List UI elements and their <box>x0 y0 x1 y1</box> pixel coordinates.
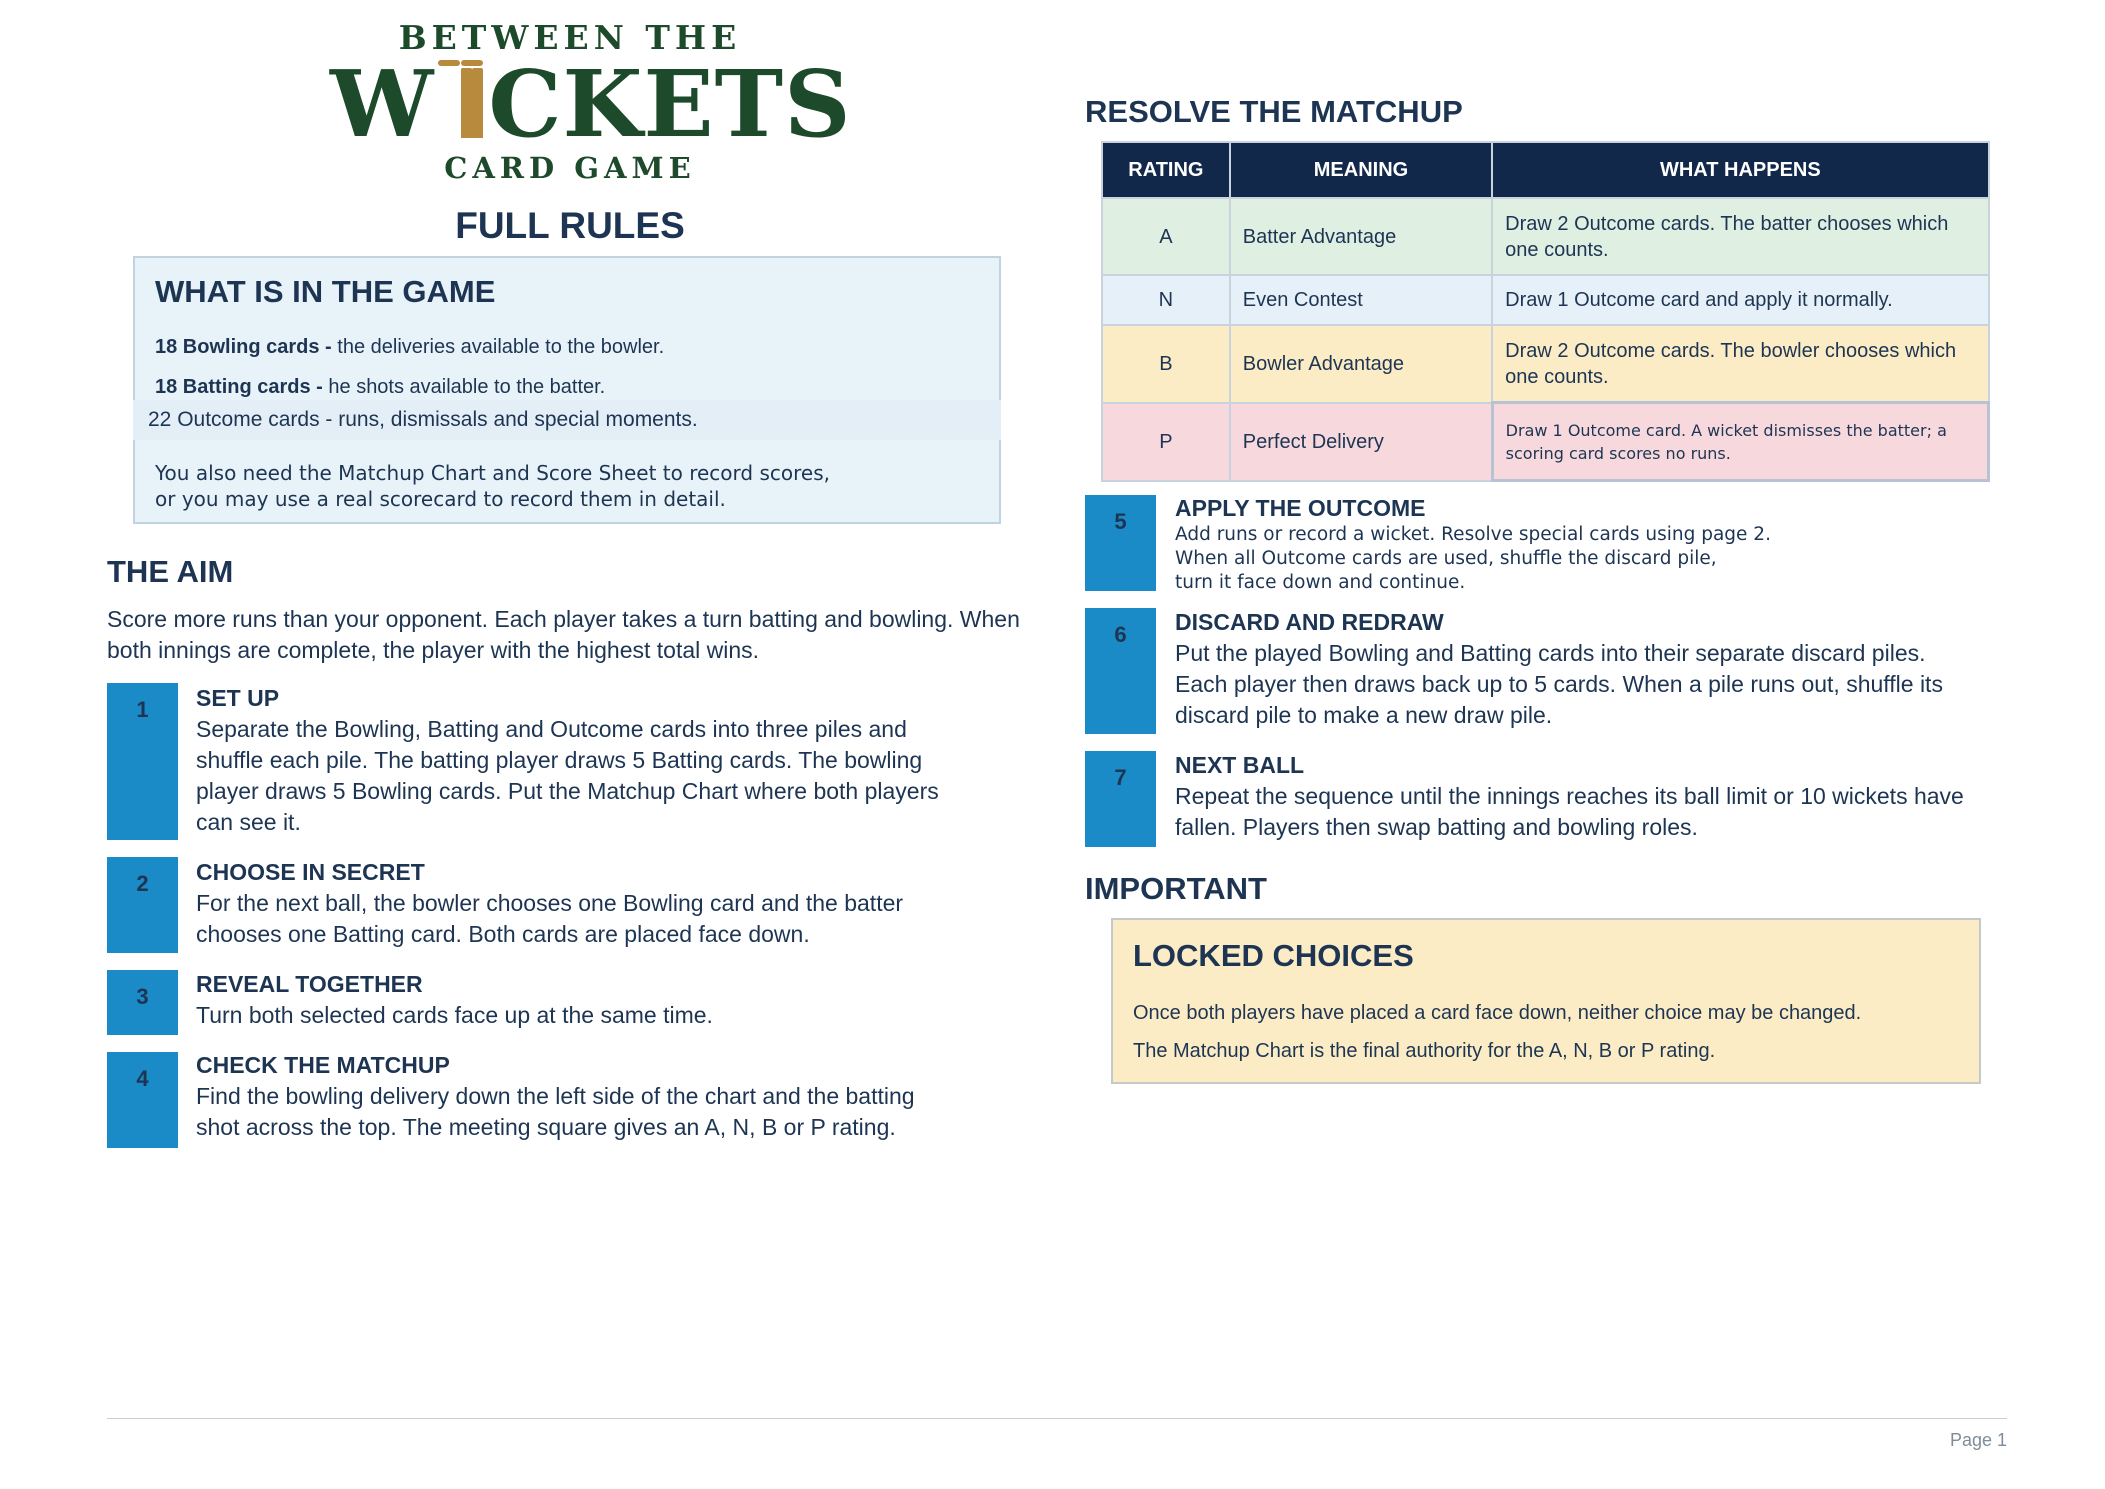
rating-cell: N <box>1102 275 1230 325</box>
bowling-cards-item <box>155 336 664 359</box>
table-row <box>1102 325 1989 403</box>
meaning-cell: Perfect Delivery <box>1230 403 1492 481</box>
locked-choices-line-2: The Matchup Chart is the final authority for the A, N, B or P rating. <box>1133 1040 1716 1062</box>
page-number: Page 1 <box>1949 1430 2007 1450</box>
aim-text: Score more runs than your opponent. Each player takes a turn batting and bowling. When both innings are complete, the player with the highest total wins. <box>107 606 1020 663</box>
step-title: CHOOSE IN SECRET <box>196 859 425 885</box>
footer-divider <box>107 1418 2007 1419</box>
step-body: Repeat the sequence until the innings reaches its ball limit or 10 wickets have fallen. Players then swap batting and bowling roles. <box>1175 783 1964 840</box>
bowling-cards-text: the deliveries available to the bowler. <box>331 336 665 358</box>
what-happens-cell: Draw 2 Outcome cards. The bowler chooses which one counts. <box>1492 325 1988 403</box>
logo-line-2 <box>330 50 852 158</box>
step-title: CHECK THE MATCHUP <box>196 1052 450 1078</box>
step-title: DISCARD AND REDRAW <box>1175 609 1444 635</box>
step-number: 5 <box>1085 495 1156 591</box>
logo-w: W <box>330 50 435 158</box>
what-happens-cell: Draw 2 Outcome cards. The batter chooses which one counts. <box>1492 198 1988 275</box>
step-body: Find the bowling delivery down the left side of the chart and the batting shot across the top. The meeting square gives an A, N, B or P rating. <box>196 1083 915 1140</box>
step-number: 1 <box>107 683 178 840</box>
matchup-table <box>1101 141 1990 482</box>
column-header: MEANING <box>1230 142 1492 198</box>
rating-cell: P <box>1102 403 1230 481</box>
logo-line-1: BETWEEN THE <box>398 18 742 57</box>
step-body: Put the played Bowling and Batting cards into their separate discard piles. Each player then draws back up to 5 cards. When a pile runs out, shuffle its discard pile to make a new draw pile. <box>1175 640 1943 728</box>
step-number: 3 <box>107 970 178 1035</box>
meaning-cell: Bowler Advantage <box>1230 325 1492 403</box>
what-happens-cell: Draw 1 Outcome card and apply it normally. <box>1492 275 1988 325</box>
rating-cell: B <box>1102 325 1230 403</box>
meaning-cell: Even Contest <box>1230 275 1492 325</box>
step-title: REVEAL TOGETHER <box>196 971 423 997</box>
step-number: 6 <box>1085 608 1156 734</box>
note-line-1: You also need the Matchup Chart and Score Sheet to record scores, <box>155 461 830 485</box>
meaning-cell: Batter Advantage <box>1230 198 1492 275</box>
bowling-cards-label: 18 Bowling cards - <box>155 336 332 358</box>
locked-choices-line-1: Once both players have placed a card face down, neither choice may be changed. <box>1133 1002 1862 1024</box>
step-number: 2 <box>107 857 178 953</box>
table-row <box>1102 403 1989 481</box>
column-header: RATING <box>1102 142 1230 198</box>
table-row <box>1102 275 1989 325</box>
locked-choices-box <box>1111 918 1981 1084</box>
logo <box>330 18 852 185</box>
aim-heading: THE AIM <box>107 554 234 589</box>
logo-line-3: CARD GAME <box>444 151 696 185</box>
step-body-line: Add runs or record a wicket. Resolve special cards using page 2. <box>1175 524 1771 545</box>
game-contents-box <box>133 256 1001 524</box>
step-number: 7 <box>1085 751 1156 847</box>
batting-cards-item <box>155 376 605 399</box>
step-body: For the next ball, the bowler chooses one Bowling card and the batter chooses one Batting card. Both cards are placed face down. <box>196 890 904 947</box>
stumps-icon <box>436 60 486 138</box>
outcome-cards-item: 22 Outcome cards - runs, dismissals and special moments. <box>133 400 1001 440</box>
step-title: SET UP <box>196 685 280 711</box>
locked-choices-title: LOCKED CHOICES <box>1133 938 1414 973</box>
note-line-2: or you may use a real scorecard to record them in detail. <box>155 487 726 511</box>
batting-cards-text: he shots available to the batter. <box>322 376 606 398</box>
step-body-line: turn it face down and continue. <box>1175 572 1466 593</box>
step-title: APPLY THE OUTCOME <box>1175 495 1426 521</box>
table-header-row <box>1102 142 1989 198</box>
batting-cards-label: 18 Batting cards - <box>155 376 323 398</box>
step-body <box>1175 523 1975 595</box>
column-header: WHAT HAPPENS <box>1492 142 1988 198</box>
game-contents-note <box>155 460 830 512</box>
resolve-heading: RESOLVE THE MATCHUP <box>1085 94 1463 129</box>
step-title: NEXT BALL <box>1175 752 1305 778</box>
step-number: 4 <box>107 1052 178 1148</box>
logo-ckets: CKETS <box>488 50 852 158</box>
game-contents-title: WHAT IS IN THE GAME <box>155 274 496 309</box>
what-happens-cell: Draw 1 Outcome card. A wicket dismisses the batter; a scoring card scores no runs. <box>1492 403 1988 481</box>
step-body: Separate the Bowling, Batting and Outcome cards into three piles and shuffle each pile. The batting player draws 5 Batting cards. The bowling player draws 5 Bowling cards. Put the Matchup Chart where both players can see it. <box>196 716 939 835</box>
important-heading: IMPORTANT <box>1085 871 1267 906</box>
step-body-line: When all Outcome cards are used, shuffle the discard pile, <box>1175 548 1717 569</box>
page-title: FULL RULES <box>455 205 685 246</box>
table-row <box>1102 198 1989 275</box>
step-body: Turn both selected cards face up at the same time. <box>196 1002 713 1028</box>
rating-cell: A <box>1102 198 1230 275</box>
